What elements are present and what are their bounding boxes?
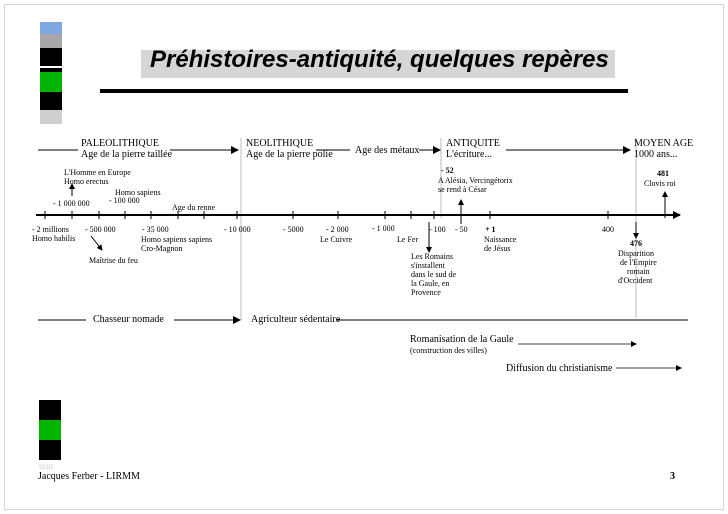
tick-400: 400 (602, 225, 614, 234)
event-fire: Maîtrise du feu (89, 256, 138, 265)
tick-1000: - 1 000 (372, 224, 395, 233)
tick-50: - 50 (455, 225, 468, 234)
event-jesus: de Jésus (484, 244, 511, 253)
event-romans-line: dans le sud de (411, 270, 457, 279)
event-alesia-2: se rend à César (438, 185, 487, 194)
event-homo-erectus: Homo erectus (64, 177, 109, 186)
tick-35000: - 35 000 (142, 225, 169, 234)
period-middle-ages-sub: 1000 ans... (634, 149, 678, 160)
event-cro-magnon: Cro-Magnon (141, 244, 183, 253)
band-nomad-hunter: Chasseur nomade (93, 314, 164, 325)
tick-100: - 100 (429, 225, 446, 234)
period-paleolithic: PALEOLITHIQUE (81, 138, 159, 149)
event-homo-sapiens: Homo sapiens (115, 188, 161, 197)
event-romans-line: s'installent (411, 261, 445, 270)
event-romans-line: Provence (411, 288, 441, 297)
event-man-in-europe: L'Homme en Europe (64, 168, 131, 177)
event-empire-line: Disparition (618, 249, 654, 258)
label-481: 481 (657, 169, 669, 178)
event-copper: Le Cuivre (320, 235, 353, 244)
period-antiquity: ANTIQUITE (446, 138, 500, 149)
slide-title: Préhistoires-antiquité, quelques repères (150, 46, 609, 73)
tick-500000: - 500 000 (85, 225, 116, 234)
tick-10000: - 10 000 (224, 225, 251, 234)
event-empire-line: romain (627, 267, 650, 276)
band-christianity: Diffusion du christianisme (506, 363, 613, 374)
footer-faint-text: tion (39, 461, 54, 471)
label-100000: - 100 000 (109, 196, 140, 205)
period-antiquity-sub: L'écriture... (446, 149, 492, 160)
page-number: 3 (670, 471, 675, 482)
period-neolithic: NEOLITHIQUE (246, 138, 314, 149)
tick-2000: - 2 000 (326, 225, 349, 234)
period-middle-ages: MOYEN AGE (634, 138, 694, 149)
event-clovis: Clovis roi (644, 179, 676, 188)
event-birth: Naissance (484, 235, 517, 244)
period-neolithic-sub: Age de la pierre polie (246, 149, 333, 160)
event-iron: Le Fer (397, 235, 419, 244)
period-metals: Age des métaux (355, 145, 420, 156)
tick-2-millions: - 2 millions (32, 225, 69, 234)
event-romans-line: la Gaule, en (411, 279, 450, 288)
label-one-million: - 1 000 000 (53, 199, 90, 208)
tick-5000: - 5000 (283, 225, 304, 234)
event-romans-line: Les Romains (411, 252, 453, 261)
footer-author: Jacques Ferber - LIRMM (38, 471, 140, 482)
fire-arrow (91, 236, 102, 250)
band-sedentary-farmer: Agriculteur sédentaire (251, 314, 341, 325)
label-minus-52: - 52 (441, 166, 454, 175)
event-alesia-1: A Alésia, Vercingétorix (438, 176, 513, 185)
event-empire-line: d'Occident (618, 276, 653, 285)
band-romanisation: Romanisation de la Gaule (410, 334, 514, 345)
event-empire-line: de l'Empire (620, 258, 657, 267)
band-romanisation-sub: (construction des villes) (410, 346, 487, 355)
event-homo-habilis: Homo habilis (32, 234, 76, 243)
tick-plus-1: + 1 (485, 225, 496, 234)
period-paleolithic-sub: Age de la pierre taillée (81, 149, 173, 160)
event-reindeer-age: Age du renne (172, 203, 216, 212)
tick-476: 476 (630, 239, 642, 248)
event-sapiens-sapiens: Homo sapiens sapiens (141, 235, 213, 244)
